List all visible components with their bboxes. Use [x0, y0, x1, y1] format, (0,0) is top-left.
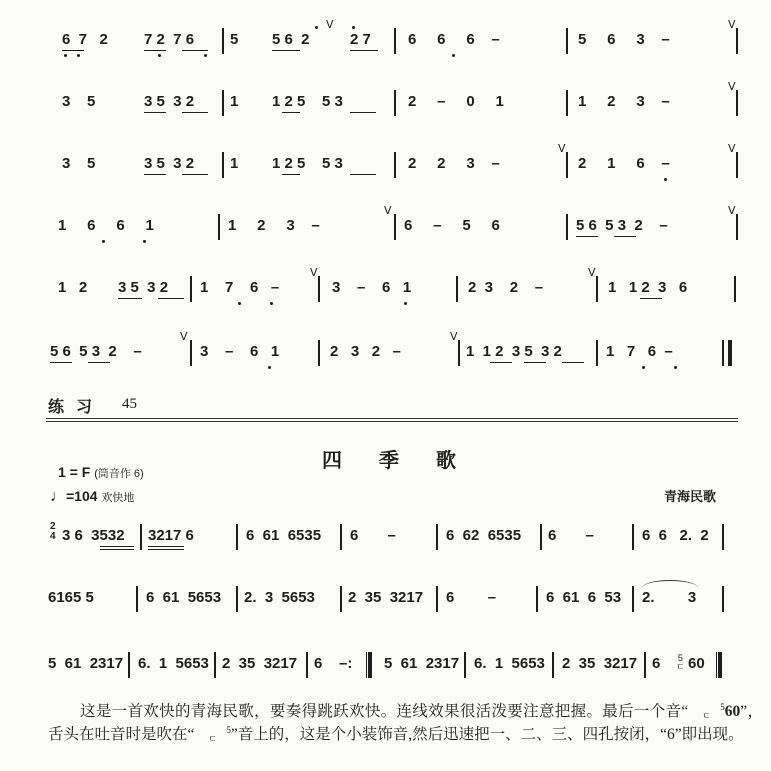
note-group: 1 — [230, 155, 239, 172]
section-number: 45 — [122, 396, 137, 412]
barline — [394, 28, 396, 54]
note-group: 5 6 5 3 2 – — [50, 343, 142, 360]
barline — [394, 90, 396, 116]
note-group: 7 2 7 6 — [144, 31, 195, 48]
note-group: 1 2 3 – — [228, 217, 320, 234]
barline — [566, 28, 568, 54]
song-line-1: 2 4 3 6 3532 3217 6 6 61 6535 6 – 6 62 6535 6 – 6 6 2. 2 — [0, 524, 771, 554]
note-group: 6 7 2 — [62, 31, 108, 48]
barline — [736, 152, 738, 178]
barline — [222, 28, 224, 54]
barline — [566, 152, 568, 178]
barline — [394, 152, 396, 178]
barline — [458, 340, 460, 366]
score-line-2: 3 5 3 5 3 2 1 1 2 5 5 3 2 – 0 1 1 2 3 – V — [0, 90, 771, 120]
note-group: 1 2 3 – — [578, 93, 670, 110]
note-group: 5 6 3 – — [578, 31, 670, 48]
note-group: 5 6 2 — [272, 31, 310, 48]
barline — [318, 340, 320, 366]
score-line-5: 1 2 3 5 3 2 1 7 6 – V 3 – 6 1 2 3 2 – V 1 1 2 3 6 — [0, 276, 771, 306]
note-group: 2 3 2 – — [468, 279, 544, 296]
score-line-4: 1 6 6 1 1 2 3 – V 6 – 5 6 5 6 5 3 2 – V — [0, 214, 771, 244]
barline — [222, 152, 224, 178]
barline — [596, 276, 598, 302]
note-group: 6 – 5 6 — [404, 217, 500, 234]
score-line-1: 6 7 2 7 2 7 6 5 5 6 2 V 2 7 6 6 6 – 5 6 3 – V — [0, 28, 771, 58]
note-group: 3 5 3 2 — [144, 155, 195, 172]
note-group: 3 – 6 1 — [332, 279, 412, 296]
time-signature: 2 4 — [50, 521, 56, 542]
note-group: 2 1 6 – — [578, 155, 670, 172]
barline — [222, 90, 224, 116]
barline — [190, 276, 192, 302]
barline — [596, 340, 598, 366]
note-group: 3 5 — [62, 93, 96, 110]
song-source: 青海民歌 — [664, 489, 717, 504]
section-title: 练 习 — [48, 399, 97, 416]
tempo-marking: ♩=104 欢快地 — [50, 488, 135, 505]
note-group: 2 – 0 1 — [408, 93, 504, 110]
grace-note: 5 ㄷ — [676, 653, 685, 672]
note-group: 1 1 2 3 6 — [608, 279, 688, 296]
note-group: 1 2 5 5 3 — [272, 93, 343, 110]
barline — [734, 276, 736, 302]
note-group: 5 6 5 3 2 – — [576, 217, 668, 234]
section-rule — [46, 418, 738, 419]
barline — [456, 276, 458, 302]
barline — [318, 276, 320, 302]
description-paragraph: 这是一首欢快的青海民歌，要奏得跳跃欢快。连线效果很活泼要注意把握。最后一个音“ 5 ㄷ 60”，舌头在吐音时是吹在“ 5 ㄷ ”音上的，这是个小装饰音,然后迅速把一、二、三、四孔按闭，“6”即出现。 — [48, 702, 763, 745]
score-line-3: 3 5 3 5 3 2 1 1 2 5 5 3 2 2 3 – V 2 1 6 – V — [0, 152, 771, 182]
note-group: 2 7 — [350, 31, 371, 48]
barline — [736, 90, 738, 116]
song-line-3: 5 61 2317 6. 1 5653 2 35 3217 6 –: 5 61 2317 6. 1 5653 2 35 3217 6 5 ㄷ 60 — [0, 652, 771, 682]
note-group: 3 5 3 2 — [118, 279, 169, 296]
note-group: 1 — [230, 93, 239, 110]
song-title: 四 季 歌 — [322, 450, 472, 472]
note-group: 1 7 6 – — [200, 279, 280, 296]
barline — [190, 340, 192, 366]
note-group: 2 3 2 – — [330, 343, 401, 360]
note-group: 1 7 6 – — [606, 343, 673, 360]
note-group: 1 2 5 5 3 — [272, 155, 343, 172]
note-group: 1 1 2 3 5 3 2 — [466, 343, 562, 360]
barline — [566, 214, 568, 240]
note-group: 2 2 3 – — [408, 155, 500, 172]
note-group: 3 – 6 1 — [200, 343, 280, 360]
note-group: 1 6 6 1 — [58, 217, 154, 234]
barline — [736, 28, 738, 54]
note-group: 1 2 — [58, 279, 88, 296]
barline — [218, 214, 220, 240]
note-group: 3 5 — [62, 155, 96, 172]
note-group: 5 — [230, 31, 239, 48]
note-group: 3 5 3 2 — [144, 93, 195, 110]
barline — [736, 214, 738, 240]
key-signature: 1 = F (筒音作 6) — [58, 464, 144, 480]
score-line-6: 5 6 5 3 2 – V 3 – 6 1 2 3 2 – V 1 1 2 3 5 3 2 1 7 6 – — [0, 340, 771, 370]
barline — [394, 214, 396, 240]
note-group: 6 6 6 – — [408, 31, 500, 48]
song-line-2: 6165 5 6 61 5653 2. 3 5653 2 35 3217 6 – 6 61 6 53 2. 3 — [0, 586, 771, 616]
barline — [566, 90, 568, 116]
